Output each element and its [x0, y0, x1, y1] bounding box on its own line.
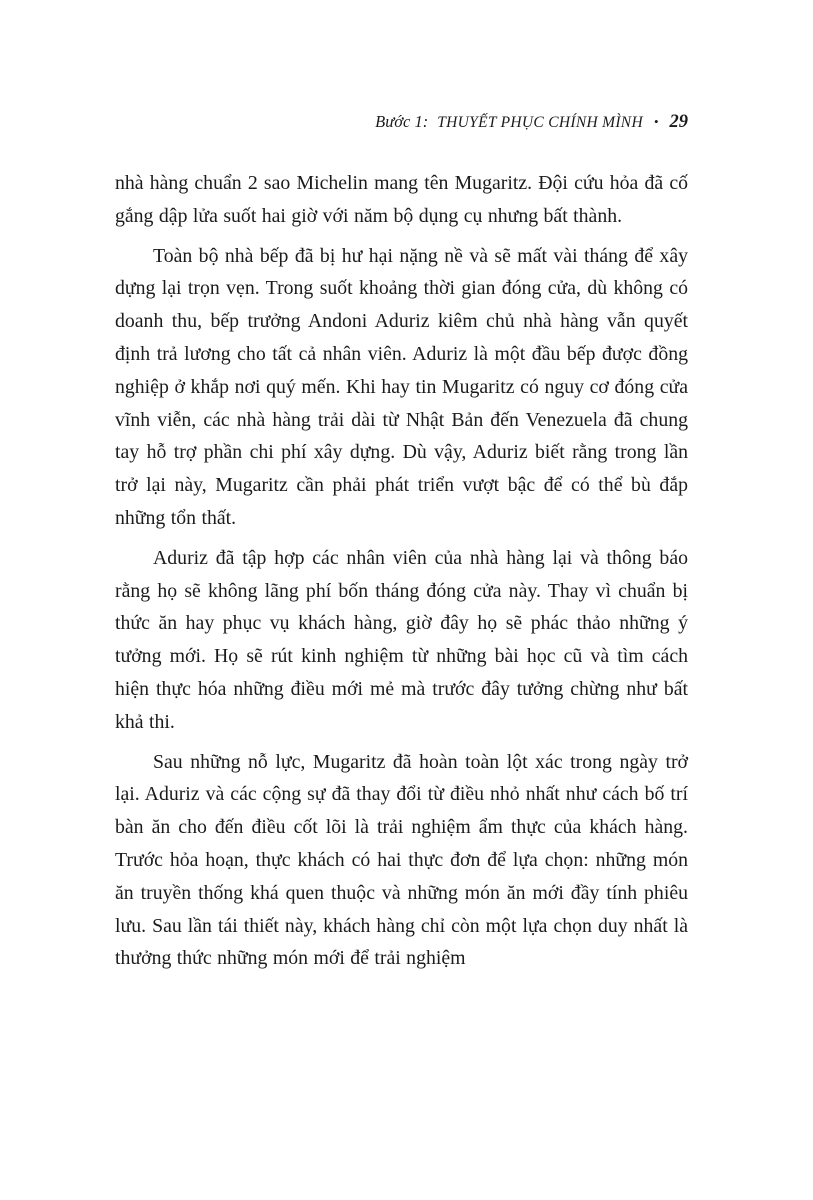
paragraph-4: Sau những nỗ lực, Mugaritz đã hoàn toàn lột xác trong ngày trở lại. Aduriz và các cộng sự đã thay đổi từ điều nhỏ nhất như cách bố trí bàn ăn cho đến điều cốt lõi là trải nghiệm ẩm thực của khách hàng. Trước hỏa hoạn, thực khách có hai thực đơn để lựa chọn: những món ăn truyền thống khá quen thuộc và những món ăn mới đầy tính phiêu lưu. Sau lần tái thiết này, khách hàng chỉ còn một lựa chọn duy nhất là thưởng thức những món mới để trải nghiệm — [115, 750, 688, 970]
running-header — [115, 112, 688, 133]
body-text — [115, 167, 688, 975]
header-chapter-label: Bước 1: — [375, 112, 429, 131]
header-chapter-title: THUYẾT PHỤC CHÍNH MÌNH — [437, 114, 643, 131]
paragraph-2: Toàn bộ nhà bếp đã bị hư hại nặng nề và sẽ mất vài tháng để xây dựng lại trọn vẹn. Trong suốt khoảng thời gian đóng cửa, dù không có doanh thu, bếp trưởng Andoni Aduriz kiêm chủ nhà hàng vẫn quyết định trả lương cho tất cả nhân viên. Aduriz là một đầu bếp được đồng nghiệp ở khắp nơi quý mến. Khi hay tin Mugaritz có nguy cơ đóng cửa vĩnh viễn, các nhà hàng trải dài từ Nhật Bản đến Venezuela đã chung tay hỗ trợ phần chi phí xây dựng. Dù vậy, Aduriz biết rằng trong lần trở lại này, Mugaritz cần phải phát triển vượt bậc để có thể bù đắp những tổn thất. — [115, 244, 688, 529]
paragraph-1: nhà hàng chuẩn 2 sao Michelin mang tên Mugaritz. Đội cứu hỏa đã cố gắng dập lửa suốt hai giờ với năm bộ dụng cụ nhưng bất thành. — [115, 172, 688, 227]
page-number: 29 — [669, 112, 688, 132]
header-separator-bullet: • — [653, 114, 659, 129]
paragraph-3: Aduriz đã tập hợp các nhân viên của nhà hàng lại và thông báo rằng họ sẽ không lãng phí bốn tháng đóng cửa này. Thay vì chuẩn bị thức ăn hay phục vụ khách hàng, giờ đây họ sẽ phác thảo những ý tưởng mới. Họ sẽ rút kinh nghiệm từ những bài học cũ và tìm cách hiện thực hóa những điều mới mẻ mà trước đây tưởng chừng như bất khả thi. — [115, 546, 688, 733]
